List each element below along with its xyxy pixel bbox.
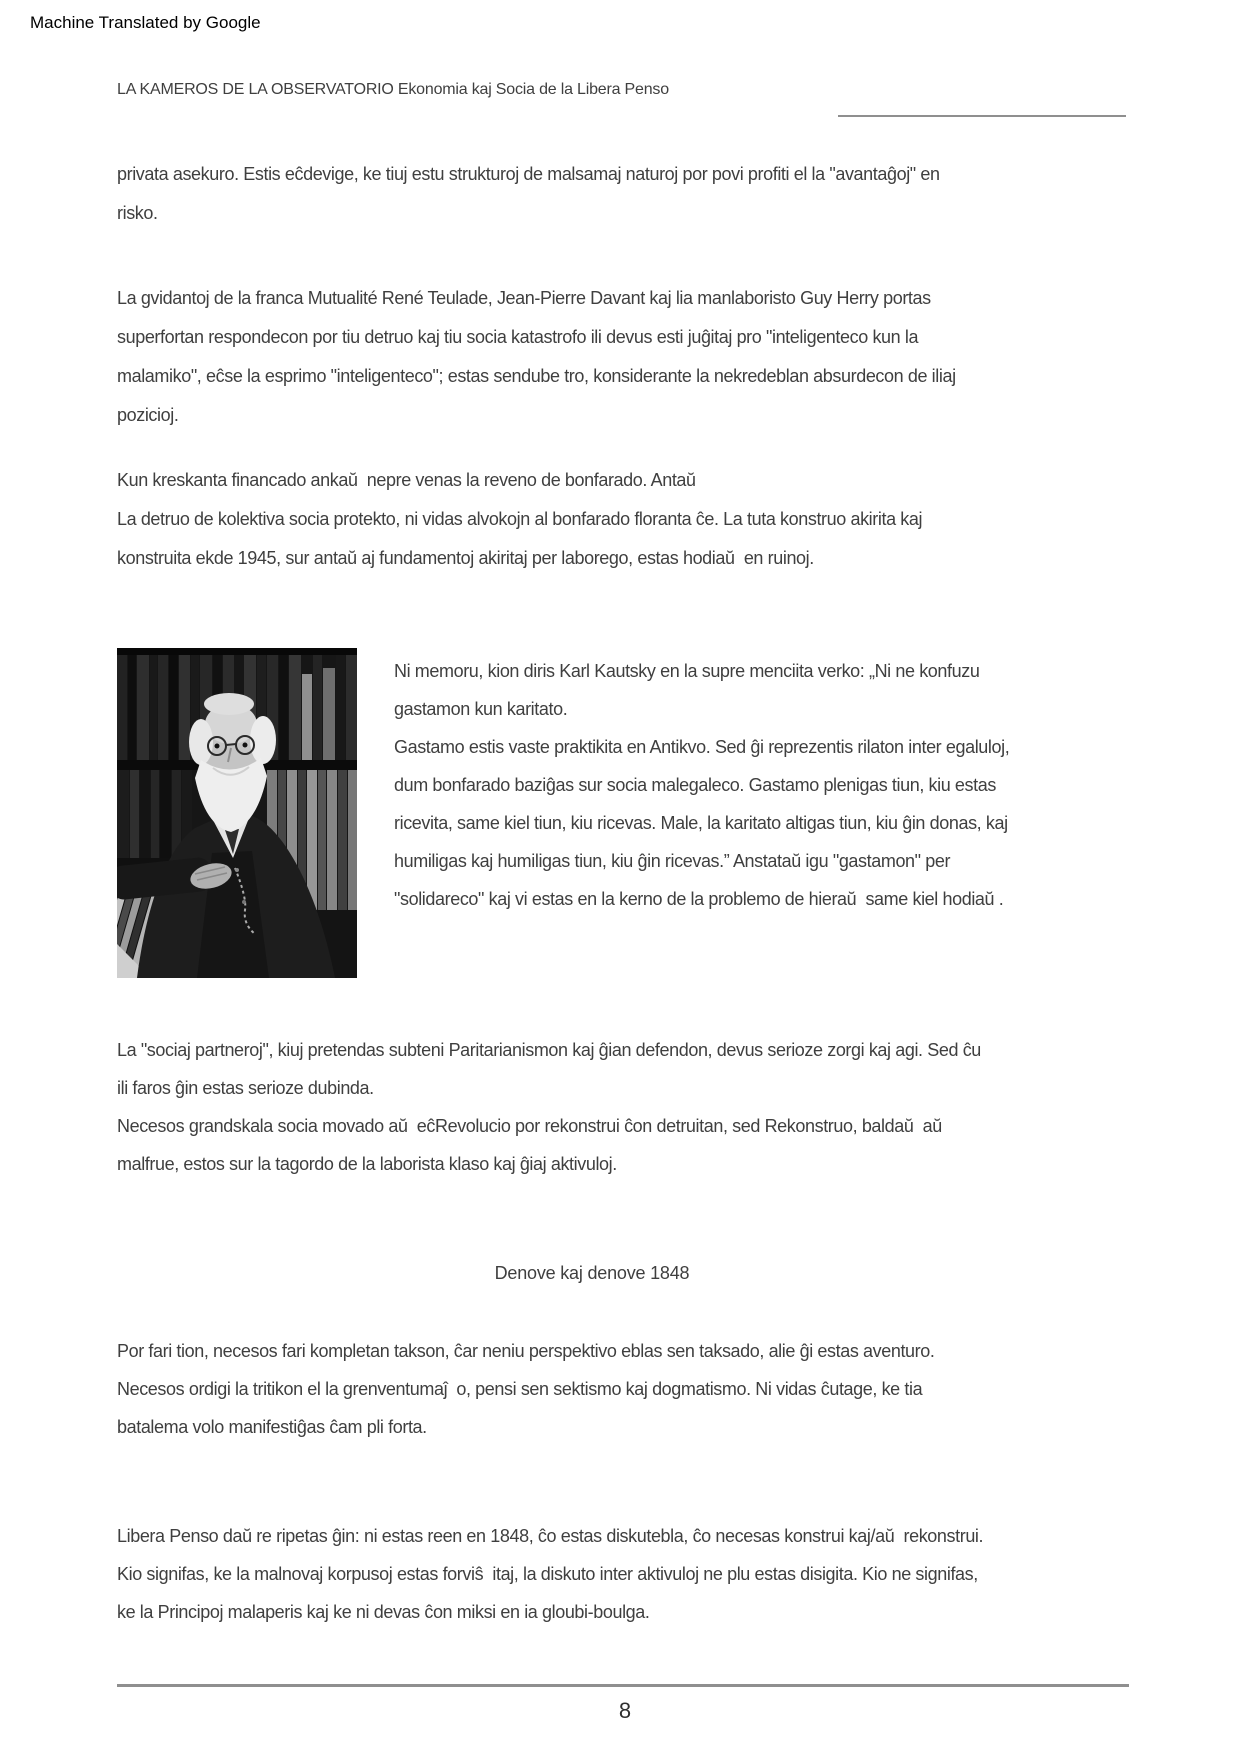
body-line: batalema volo manifestiĝas ĉam pli forta. [117,1417,427,1437]
quote-line: "solidareco" kaj vi estas en la kerno de la problemo de hieraŭ same kiel hodiaŭ . [394,889,1004,909]
body-line: Necesos grandskala socia movado aŭ eĉRevolucio por rekonstrui ĉon detruitan, sed Rekonstruo, baldaŭ aŭ [117,1116,942,1136]
body-line: malfrue, estos sur la tagordo de la laborista klaso kaj ĝiaj aktivuloj. [117,1154,617,1174]
body-line: konstruita ekde 1945, sur antaŭ aj fundamentoj akiritaj per laborego, estas hodiaŭ en ruinoj. [117,548,814,568]
body-line: Por fari tion, necesos fari kompletan takson, ĉar neniu perspektivo eblas sen taksado, alie ĝi estas aventuro. [117,1341,935,1361]
footer-rule [117,1684,1129,1687]
quote-line: gastamon kun karitato. [394,699,568,719]
quote-line: humiligas kaj humiligas tiun, kiu ĝin ricevas.” Anstataŭ igu "gastamon" per [394,851,951,871]
watermark-text: Machine Translated by Google [30,13,261,32]
quote-line: ricevita, same kiel tiun, kiu ricevas. Male, la karitato altigas tiun, kiu ĝin donas, kaj [394,813,1008,833]
body-line: risko. [117,203,158,223]
body-line: Libera Penso daŭ re ripetas ĝin: ni estas reen en 1848, ĉo estas diskutebla, ĉo necesas konstrui kaj/aŭ rekonstrui. [117,1526,984,1546]
body-line: superfortan respondecon por tiu detruo kaj tiu socia katastrofo ili devus esti juĝitaj pro "inteligenteco kun la [117,327,919,347]
body-line: ke la Principoj malaperis kaj ke ni devas ĉon miksi en ia gloubi-boulga. [117,1602,650,1622]
header-rule [838,115,1126,117]
kautsky-portrait-photo [117,648,357,978]
body-line: La gvidantoj de la franca Mutualité René Teulade, Jean-Pierre Davant kaj lia manlaboristo Guy Herry portas [117,288,931,308]
body-line: malamiko", eĉse la esprimo "inteligenteco"; estas sendube tro, konsiderante la nekredeblan absurdecon de iliaj [117,366,956,386]
section-heading: Denove kaj denove 1848 [494,1263,690,1283]
page-number: 8 [618,1698,632,1723]
quote-line: Gastamo estis vaste praktikita en Antikvo. Sed ĝi reprezentis rilaton inter egaluloj, [394,737,1010,757]
body-line: privata asekuro. Estis eĉdevige, ke tiuj estu strukturoj de malsamaj naturoj por povi profiti el la "avantaĝoj" en [117,164,940,184]
quote-line: dum bonfarado baziĝas sur socia malegaleco. Gastamo plenigas tiun, kiu estas [394,775,996,795]
body-line: Necesos ordigi la tritikon el la grenventumaĵ o, pensi sen sektismo kaj dogmatismo. Ni vidas ĉutage, ke tia [117,1379,923,1399]
body-line: Kio signifas, ke la malnovaj korpusoj estas forviŝ itaj, la diskuto inter aktivuloj ne plu estas disigita. Kio ne signifas, [117,1564,978,1584]
quote-line: Ni memoru, kion diris Karl Kautsky en la supre menciita verko: „Ni ne konfuzu [394,661,980,681]
body-line: ili faros ĝin estas serioze dubinda. [117,1078,374,1098]
body-line: La "sociaj partneroj", kiuj pretendas subteni Paritarianismon kaj ĝian defendon, devus serioze zorgi kaj agi. Sed ĉu [117,1040,981,1060]
page-title: LA KAMEROS DE LA OBSERVATORIO Ekonomia kaj Socia de la Libera Penso [117,81,669,98]
body-line: La detruo de kolektiva socia protekto, ni vidas alvokojn al bonfarado floranta ĉe. La tuta konstruo akirita kaj [117,509,923,529]
body-line: Kun kreskanta financado ankaŭ nepre venas la reveno de bonfarado. Antaŭ [117,470,696,490]
body-line: pozicioj. [117,405,179,425]
